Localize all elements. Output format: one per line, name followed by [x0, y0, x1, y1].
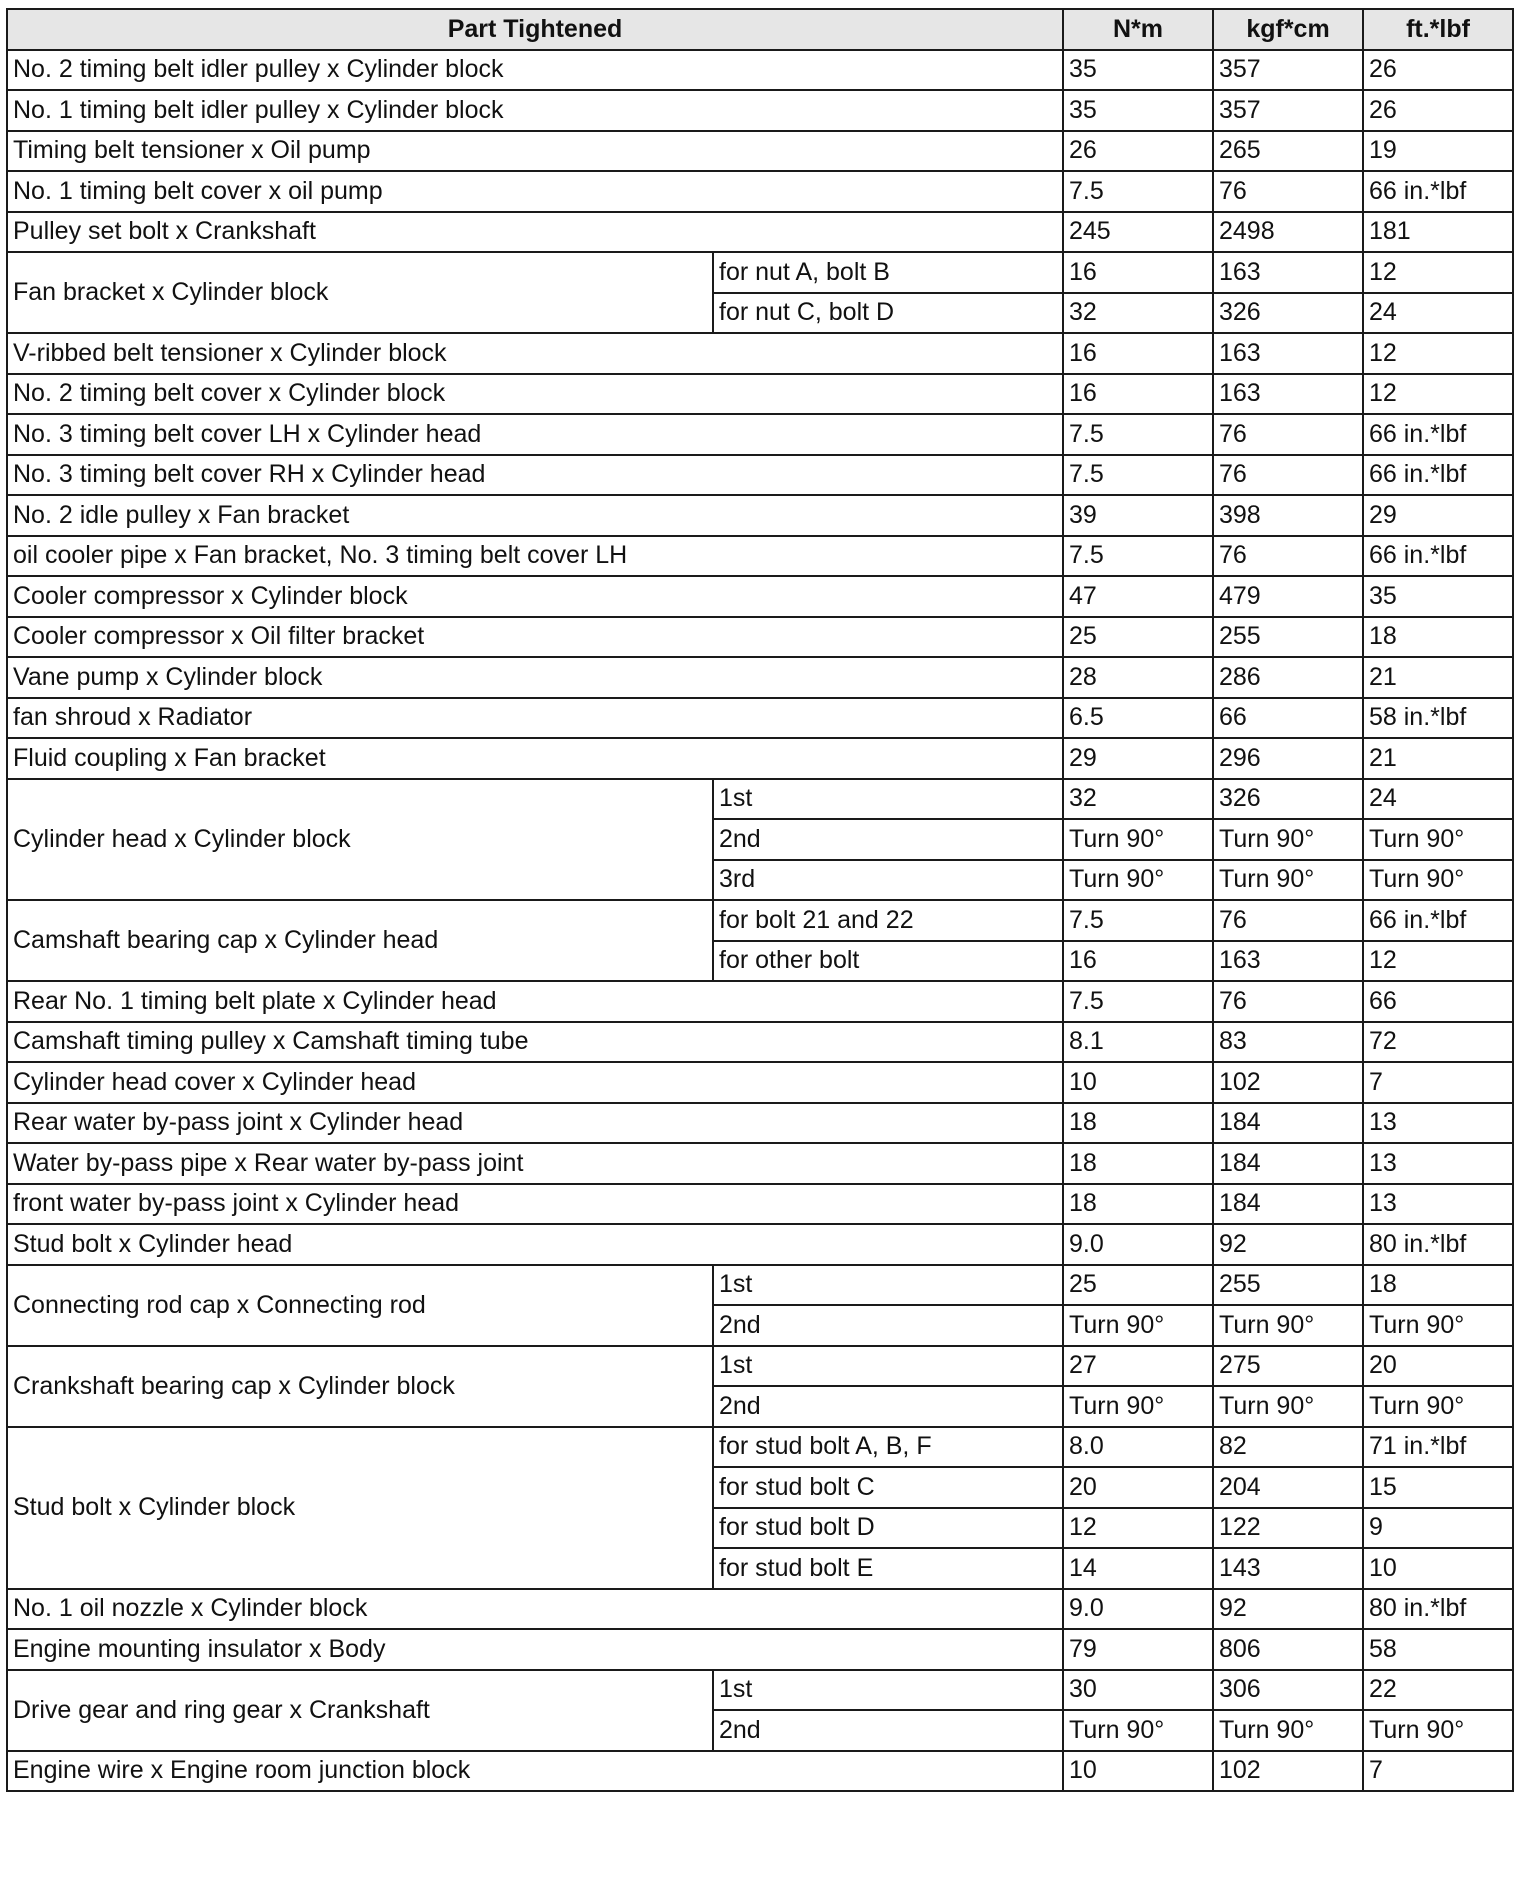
kgf-cm-cell: 255 [1213, 1265, 1363, 1306]
kgf-cm-cell: 82 [1213, 1427, 1363, 1468]
nm-cell: 16 [1063, 374, 1213, 415]
nm-cell: 28 [1063, 657, 1213, 698]
table-row [7, 698, 1513, 739]
part-cell: No. 2 idle pulley x Fan bracket [7, 495, 1063, 536]
part-cell: Rear water by-pass joint x Cylinder head [7, 1103, 1063, 1144]
table-row [7, 617, 1513, 658]
kgf-cm-cell: 76 [1213, 981, 1363, 1022]
condition-cell: 1st [713, 1346, 1063, 1387]
part-cell: Drive gear and ring gear x Crankshaft [7, 1670, 713, 1751]
ft-lbf-cell: 12 [1363, 333, 1513, 374]
table-row [7, 1184, 1513, 1225]
part-cell: Engine mounting insulator x Body [7, 1629, 1063, 1670]
part-cell: No. 1 oil nozzle x Cylinder block [7, 1589, 1063, 1630]
kgf-cm-cell: 326 [1213, 293, 1363, 334]
nm-cell: 8.0 [1063, 1427, 1213, 1468]
condition-cell: 1st [713, 1670, 1063, 1711]
kgf-cm-cell: 163 [1213, 374, 1363, 415]
table-row [7, 1224, 1513, 1265]
ft-lbf-cell: 19 [1363, 131, 1513, 172]
table-row [7, 131, 1513, 172]
nm-cell: 16 [1063, 333, 1213, 374]
part-cell: Fluid coupling x Fan bracket [7, 738, 1063, 779]
part-cell: Connecting rod cap x Connecting rod [7, 1265, 713, 1346]
table-row [7, 576, 1513, 617]
condition-cell: 2nd [713, 1386, 1063, 1427]
nm-cell: 6.5 [1063, 698, 1213, 739]
part-cell: oil cooler pipe x Fan bracket, No. 3 timing belt cover LH [7, 536, 1063, 577]
kgf-cm-cell: Turn 90° [1213, 1710, 1363, 1751]
table-row [7, 252, 1513, 293]
nm-cell: 32 [1063, 293, 1213, 334]
nm-cell: 16 [1063, 252, 1213, 293]
kgf-cm-cell: 286 [1213, 657, 1363, 698]
table-row [7, 333, 1513, 374]
ft-lbf-cell: Turn 90° [1363, 1710, 1513, 1751]
kgf-cm-cell: 265 [1213, 131, 1363, 172]
kgf-cm-cell: 357 [1213, 90, 1363, 131]
part-cell: No. 2 timing belt idler pulley x Cylinder block [7, 50, 1063, 91]
ft-lbf-cell: 22 [1363, 1670, 1513, 1711]
nm-cell: 7.5 [1063, 171, 1213, 212]
table-row [7, 50, 1513, 91]
ft-lbf-cell: 26 [1363, 90, 1513, 131]
condition-cell: for stud bolt C [713, 1467, 1063, 1508]
ft-lbf-cell: 12 [1363, 374, 1513, 415]
ft-lbf-cell: 66 [1363, 981, 1513, 1022]
kgf-cm-cell: 76 [1213, 455, 1363, 496]
ft-lbf-cell: 80 in.*lbf [1363, 1224, 1513, 1265]
kgf-cm-cell: 479 [1213, 576, 1363, 617]
ft-lbf-cell: 181 [1363, 212, 1513, 253]
part-cell: Fan bracket x Cylinder block [7, 252, 713, 333]
ft-lbf-cell: 13 [1363, 1143, 1513, 1184]
nm-cell: 35 [1063, 50, 1213, 91]
part-cell: Cooler compressor x Oil filter bracket [7, 617, 1063, 658]
condition-cell: for stud bolt D [713, 1508, 1063, 1549]
kgf-cm-cell: 296 [1213, 738, 1363, 779]
nm-cell: 9.0 [1063, 1589, 1213, 1630]
table-row [7, 374, 1513, 415]
condition-cell: 2nd [713, 1710, 1063, 1751]
kgf-cm-cell: Turn 90° [1213, 1305, 1363, 1346]
condition-cell: for stud bolt A, B, F [713, 1427, 1063, 1468]
header-kgf-cm: kgf*cm [1213, 9, 1363, 50]
nm-cell: 10 [1063, 1062, 1213, 1103]
nm-cell: 7.5 [1063, 414, 1213, 455]
nm-cell: 16 [1063, 941, 1213, 982]
ft-lbf-cell: 26 [1363, 50, 1513, 91]
nm-cell: 27 [1063, 1346, 1213, 1387]
ft-lbf-cell: 24 [1363, 293, 1513, 334]
condition-cell: for stud bolt E [713, 1548, 1063, 1589]
kgf-cm-cell: 326 [1213, 779, 1363, 820]
condition-cell: 2nd [713, 1305, 1063, 1346]
nm-cell: Turn 90° [1063, 860, 1213, 901]
table-row [7, 455, 1513, 496]
table-row [7, 1751, 1513, 1792]
nm-cell: 7.5 [1063, 455, 1213, 496]
part-cell: No. 3 timing belt cover LH x Cylinder head [7, 414, 1063, 455]
kgf-cm-cell: 76 [1213, 171, 1363, 212]
ft-lbf-cell: 13 [1363, 1103, 1513, 1144]
nm-cell: Turn 90° [1063, 1710, 1213, 1751]
header-ft-lbf: ft.*lbf [1363, 9, 1513, 50]
kgf-cm-cell: 102 [1213, 1751, 1363, 1792]
part-cell: Water by-pass pipe x Rear water by-pass joint [7, 1143, 1063, 1184]
ft-lbf-cell: 29 [1363, 495, 1513, 536]
part-cell: Cylinder head x Cylinder block [7, 779, 713, 901]
part-cell: Camshaft timing pulley x Camshaft timing tube [7, 1022, 1063, 1063]
ft-lbf-cell: 7 [1363, 1062, 1513, 1103]
ft-lbf-cell: 9 [1363, 1508, 1513, 1549]
condition-cell: for other bolt [713, 941, 1063, 982]
ft-lbf-cell: Turn 90° [1363, 1305, 1513, 1346]
kgf-cm-cell: 76 [1213, 414, 1363, 455]
nm-cell: 35 [1063, 90, 1213, 131]
table-row [7, 981, 1513, 1022]
part-cell: Vane pump x Cylinder block [7, 657, 1063, 698]
ft-lbf-cell: 66 in.*lbf [1363, 455, 1513, 496]
table-row [7, 900, 1513, 941]
kgf-cm-cell: 76 [1213, 900, 1363, 941]
nm-cell: 29 [1063, 738, 1213, 779]
table-row [7, 212, 1513, 253]
table-row [7, 1346, 1513, 1387]
ft-lbf-cell: 35 [1363, 576, 1513, 617]
part-cell: Rear No. 1 timing belt plate x Cylinder head [7, 981, 1063, 1022]
nm-cell: 7.5 [1063, 981, 1213, 1022]
nm-cell: 39 [1063, 495, 1213, 536]
part-cell: Stud bolt x Cylinder block [7, 1427, 713, 1589]
nm-cell: 25 [1063, 617, 1213, 658]
table-row [7, 779, 1513, 820]
header-part-tightened: Part Tightened [7, 9, 1063, 50]
nm-cell: 7.5 [1063, 900, 1213, 941]
kgf-cm-cell: 102 [1213, 1062, 1363, 1103]
condition-cell: 1st [713, 1265, 1063, 1306]
torque-spec-table [6, 8, 1514, 1792]
condition-cell: 1st [713, 779, 1063, 820]
kgf-cm-cell: 204 [1213, 1467, 1363, 1508]
nm-cell: 18 [1063, 1143, 1213, 1184]
nm-cell: 10 [1063, 1751, 1213, 1792]
condition-cell: for nut C, bolt D [713, 293, 1063, 334]
part-cell: front water by-pass joint x Cylinder head [7, 1184, 1063, 1225]
kgf-cm-cell: 92 [1213, 1589, 1363, 1630]
ft-lbf-cell: 80 in.*lbf [1363, 1589, 1513, 1630]
kgf-cm-cell: 143 [1213, 1548, 1363, 1589]
part-cell: fan shroud x Radiator [7, 698, 1063, 739]
ft-lbf-cell: Turn 90° [1363, 860, 1513, 901]
part-cell: No. 3 timing belt cover RH x Cylinder head [7, 455, 1063, 496]
nm-cell: 25 [1063, 1265, 1213, 1306]
table-row [7, 1629, 1513, 1670]
ft-lbf-cell: 66 in.*lbf [1363, 171, 1513, 212]
header-row [7, 9, 1513, 50]
table-row [7, 657, 1513, 698]
nm-cell: 18 [1063, 1103, 1213, 1144]
ft-lbf-cell: 7 [1363, 1751, 1513, 1792]
table-row [7, 1103, 1513, 1144]
ft-lbf-cell: Turn 90° [1363, 1386, 1513, 1427]
ft-lbf-cell: 21 [1363, 657, 1513, 698]
kgf-cm-cell: 184 [1213, 1103, 1363, 1144]
kgf-cm-cell: 163 [1213, 941, 1363, 982]
part-cell: Cooler compressor x Cylinder block [7, 576, 1063, 617]
kgf-cm-cell: 184 [1213, 1184, 1363, 1225]
kgf-cm-cell: 806 [1213, 1629, 1363, 1670]
ft-lbf-cell: 66 in.*lbf [1363, 414, 1513, 455]
part-cell: V-ribbed belt tensioner x Cylinder block [7, 333, 1063, 374]
kgf-cm-cell: 2498 [1213, 212, 1363, 253]
nm-cell: 12 [1063, 1508, 1213, 1549]
ft-lbf-cell: 12 [1363, 941, 1513, 982]
nm-cell: Turn 90° [1063, 819, 1213, 860]
table-row [7, 1427, 1513, 1468]
header-nm: N*m [1063, 9, 1213, 50]
kgf-cm-cell: 66 [1213, 698, 1363, 739]
nm-cell: 245 [1063, 212, 1213, 253]
ft-lbf-cell: 12 [1363, 252, 1513, 293]
ft-lbf-cell: 71 in.*lbf [1363, 1427, 1513, 1468]
part-cell: Engine wire x Engine room junction block [7, 1751, 1063, 1792]
kgf-cm-cell: 357 [1213, 50, 1363, 91]
kgf-cm-cell: Turn 90° [1213, 819, 1363, 860]
nm-cell: 18 [1063, 1184, 1213, 1225]
part-cell: Stud bolt x Cylinder head [7, 1224, 1063, 1265]
nm-cell: Turn 90° [1063, 1305, 1213, 1346]
kgf-cm-cell: 255 [1213, 617, 1363, 658]
table-row [7, 738, 1513, 779]
nm-cell: 7.5 [1063, 536, 1213, 577]
table-body [7, 50, 1513, 1792]
table-row [7, 536, 1513, 577]
ft-lbf-cell: 13 [1363, 1184, 1513, 1225]
ft-lbf-cell: 58 in.*lbf [1363, 698, 1513, 739]
nm-cell: Turn 90° [1063, 1386, 1213, 1427]
ft-lbf-cell: 18 [1363, 1265, 1513, 1306]
nm-cell: 14 [1063, 1548, 1213, 1589]
condition-cell: for nut A, bolt B [713, 252, 1063, 293]
nm-cell: 30 [1063, 1670, 1213, 1711]
ft-lbf-cell: 24 [1363, 779, 1513, 820]
part-cell: Cylinder head cover x Cylinder head [7, 1062, 1063, 1103]
kgf-cm-cell: 92 [1213, 1224, 1363, 1265]
ft-lbf-cell: 20 [1363, 1346, 1513, 1387]
condition-cell: for bolt 21 and 22 [713, 900, 1063, 941]
nm-cell: 26 [1063, 131, 1213, 172]
table-row [7, 1143, 1513, 1184]
table-row [7, 1589, 1513, 1630]
ft-lbf-cell: 58 [1363, 1629, 1513, 1670]
part-cell: Timing belt tensioner x Oil pump [7, 131, 1063, 172]
kgf-cm-cell: 163 [1213, 252, 1363, 293]
table-row [7, 1670, 1513, 1711]
part-cell: Camshaft bearing cap x Cylinder head [7, 900, 713, 981]
table-row [7, 1062, 1513, 1103]
nm-cell: 20 [1063, 1467, 1213, 1508]
kgf-cm-cell: 306 [1213, 1670, 1363, 1711]
nm-cell: 8.1 [1063, 1022, 1213, 1063]
part-cell: No. 1 timing belt idler pulley x Cylinder block [7, 90, 1063, 131]
part-cell: Pulley set bolt x Crankshaft [7, 212, 1063, 253]
kgf-cm-cell: 76 [1213, 536, 1363, 577]
kgf-cm-cell: 398 [1213, 495, 1363, 536]
kgf-cm-cell: 83 [1213, 1022, 1363, 1063]
table-row [7, 1265, 1513, 1306]
nm-cell: 79 [1063, 1629, 1213, 1670]
table-row [7, 90, 1513, 131]
condition-cell: 2nd [713, 819, 1063, 860]
part-cell: No. 2 timing belt cover x Cylinder block [7, 374, 1063, 415]
ft-lbf-cell: 66 in.*lbf [1363, 900, 1513, 941]
ft-lbf-cell: 10 [1363, 1548, 1513, 1589]
part-cell: Crankshaft bearing cap x Cylinder block [7, 1346, 713, 1427]
part-cell: No. 1 timing belt cover x oil pump [7, 171, 1063, 212]
table-row [7, 495, 1513, 536]
kgf-cm-cell: Turn 90° [1213, 860, 1363, 901]
nm-cell: 47 [1063, 576, 1213, 617]
ft-lbf-cell: 15 [1363, 1467, 1513, 1508]
kgf-cm-cell: 275 [1213, 1346, 1363, 1387]
ft-lbf-cell: 66 in.*lbf [1363, 536, 1513, 577]
condition-cell: 3rd [713, 860, 1063, 901]
kgf-cm-cell: 122 [1213, 1508, 1363, 1549]
ft-lbf-cell: Turn 90° [1363, 819, 1513, 860]
ft-lbf-cell: 18 [1363, 617, 1513, 658]
table-row [7, 414, 1513, 455]
nm-cell: 32 [1063, 779, 1213, 820]
kgf-cm-cell: 163 [1213, 333, 1363, 374]
table-row [7, 1022, 1513, 1063]
nm-cell: 9.0 [1063, 1224, 1213, 1265]
kgf-cm-cell: Turn 90° [1213, 1386, 1363, 1427]
table-row [7, 171, 1513, 212]
ft-lbf-cell: 21 [1363, 738, 1513, 779]
ft-lbf-cell: 72 [1363, 1022, 1513, 1063]
kgf-cm-cell: 184 [1213, 1143, 1363, 1184]
